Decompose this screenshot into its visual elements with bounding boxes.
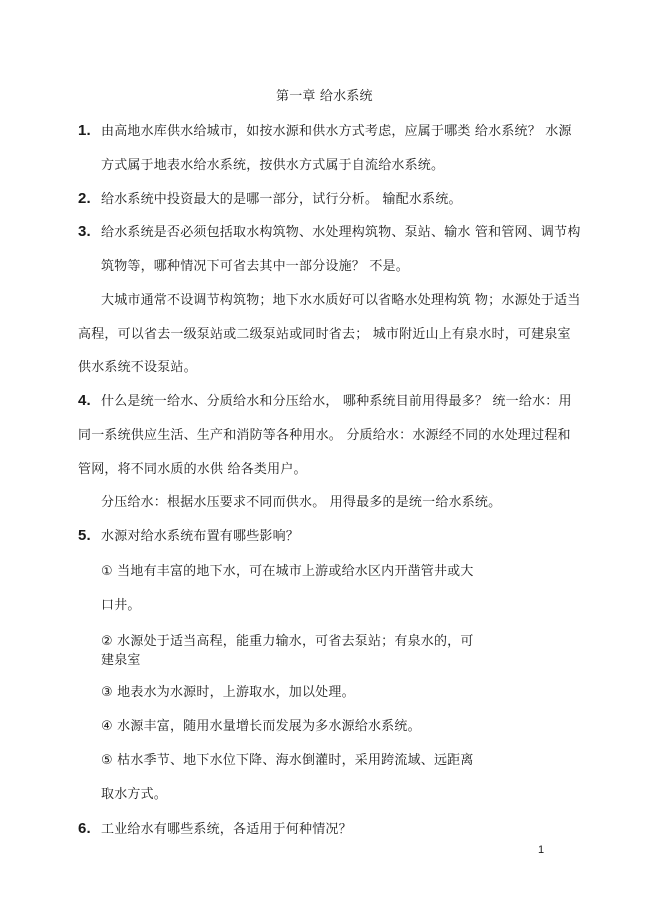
q4-number: 4. [78, 392, 91, 409]
q3-para-line1: 大城市通常不设调节构筑物；地下水水质好可以省略水处理构筑 物；水源处于适当 [101, 293, 581, 308]
q2-line1: 给水系统中投资最大的是哪一部分，试行分析。 输配水系统。 [101, 192, 462, 207]
q1-line2: 方式属于地表水给水系统，按供水方式属于自流给水系统。 [101, 158, 445, 173]
q5-item1-line2: 口井。 [101, 598, 141, 613]
q4-line1: 什么是统一给水、分质给水和分压给水， 哪种系统目前用得最多？ 统一给水：用 [101, 394, 572, 409]
q4-line2: 同一系统供应生活、生产和消防等各种用水。 分质给水：水源经不同的水处理过程和 [78, 428, 571, 443]
q5-item2-line1: ② 水源处于适当高程，能重力输水，可省去泵站；有泉水的，可 [101, 634, 474, 649]
q6-number: 6. [78, 820, 91, 837]
q2-number: 2. [78, 190, 91, 207]
q5-item2-line2: 建泉室 [101, 653, 141, 668]
q5-number: 5. [78, 527, 91, 544]
q3-line2: 筑物等，哪种情况下可省去其中一部分设施？ 不是。 [101, 259, 409, 274]
q3-number: 3. [78, 223, 91, 240]
page-number: 1 [538, 844, 545, 856]
q5-line1: 水源对给水系统布置有哪些影响？ [101, 529, 300, 544]
q5-item5-line1: ⑤ 枯水季节、地下水位下降、海水倒灌时，采用跨流域、远距离 [101, 753, 474, 768]
q3-para-line3: 供水系统不设泵站。 [78, 360, 197, 375]
q3-line1: 给水系统是否必须包括取水构筑物、水处理构筑物、泵站、输水 管和管网、调节构 [101, 225, 581, 240]
q5-item5-line2: 取水方式。 [101, 787, 168, 802]
q5-item1-line1: ① 当地有丰富的地下水，可在城市上游或给水区内开凿管井或大 [101, 564, 474, 579]
q3-para-line2: 高程，可以省去一级泵站或二级泵站或同时省去； 城市附近山上有泉水时，可建泉室 [78, 327, 571, 342]
q5-item4: ④ 水源丰富，随用水量增长而发展为多水源给水系统。 [101, 719, 421, 734]
chapter-title: 第一章 给水系统 [276, 89, 373, 104]
q6-line1: 工业给水有哪些系统，各适用于何种情况？ [101, 822, 352, 837]
q1-number: 1. [78, 122, 91, 139]
q1-line1: 由高地水库供水给城市，如按水源和供水方式考虑，应属于哪类 给水系统？ 水源 [101, 124, 572, 139]
q5-item3: ③ 地表水为水源时，上游取水，加以处理。 [101, 685, 355, 700]
q4-line3: 管网，将不同水质的水供 给各类用户。 [78, 462, 307, 477]
q4-para-line1: 分压给水：根据水压要求不同而供水。 用得最多的是统一给水系统。 [101, 495, 502, 510]
